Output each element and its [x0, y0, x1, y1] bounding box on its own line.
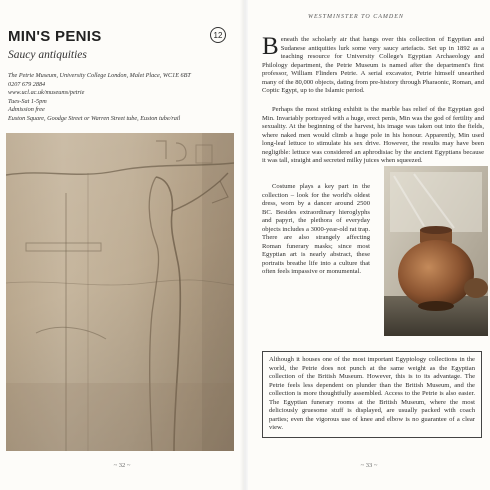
venue-transport: Euston Square, Goodge Street or Warren Street tube, Euston tube/rail: [8, 114, 181, 122]
venue-phone: 0207 679 2884: [8, 80, 46, 88]
paragraph-collection: Costume plays a key part in the collection – look for the world's oldest dress, worn by a dancer around 2500 BC. Besides extraordinary hieroglyphs and papyri, the plethora of everyday objects includes a 3000-year-old rat trap. There are also strangely affecting Roman funerary masks; since most Egyptian art is nearly abstract, these portraits breathe life into a culture that often feels impassive or monumental.: [262, 183, 370, 276]
entry-subtitle: Saucy antiquities: [8, 49, 87, 61]
paragraph-intro-text: eneath the scholarly air that hangs over this collection of Egyptian and Sudanese antiquities lurk some very saucy artefacts. Set up in 1892 as a teaching resource for University College's Egyptian Archaeology and Philology department, the Petrie Museum is named after the department's first professor, William Flinders Petrie. A serial excavator, Petrie himself unearthed many of the 80,000 objects, dating from pre-history through Pharaonic, Roman, and Coptic Egypt, up to the Islamic period.: [262, 36, 484, 95]
bas-relief-photo: [6, 133, 234, 451]
drop-cap: B: [262, 33, 279, 60]
venue-admission: Admission free: [8, 106, 45, 114]
left-page: [0, 0, 244, 490]
page-number-right: ~ 33 ~: [360, 462, 378, 469]
venue-address: The Petrie Museum, University College London, Malet Place, WC1E 6BT: [8, 72, 191, 79]
entry-title: MIN'S PENIS: [8, 28, 102, 45]
paragraph-intro: [262, 33, 484, 96]
museum-jar-photo: [384, 166, 488, 336]
entry-number-badge: 12: [210, 27, 226, 43]
sidebar-box: [262, 351, 482, 438]
venue-hours: Tues-Sat 1-5pm: [8, 97, 47, 105]
sidebar-box-text: Although it houses one of the most important Egyptology collections in the world, the Petrie does not punch at the same weight as the Egyptian collection of the British Museum. However, this is to its advantage. The Petrie feels less dependent on plunder than the British Museum, and the collection is more thoughtfully assembled. Access to the Petrie is also easier. The Egyptian funerary rooms at the British Museum, where the most deliciously gruesome stuff is displayed, are usually packed with coach parties; even the vigorous use of knee and elbow is no guarantee of a clear view.: [269, 356, 475, 432]
page-number-left: ~ 32 ~: [113, 462, 131, 469]
right-page: [248, 0, 490, 490]
venue-website: www.ucl.ac.uk/museums/petrie: [8, 89, 85, 97]
running-head: WESTMINSTER TO CAMDEN: [308, 14, 404, 20]
venue-info: [8, 72, 236, 124]
paragraph-min: Perhaps the most striking exhibit is the marble bas relief of the Egyptian god Min. Invariably portrayed with a huge, erect penis, Min was the god of fertility and sexuality. At the beginning of the harvest, his image was taken out into the fields, where naked men would climb a huge pole in his honour. Apparently, Min used long-leaf lettuce to stimulate his sex drive. However, the results may have been negligible: lettuce was considered an aphrodisiac by the ancient Egyptians because it was tall, straight and secreted milky juices when squeezed.: [262, 106, 484, 165]
jar-illustration: [384, 166, 488, 336]
bas-relief-illustration: [6, 133, 234, 451]
